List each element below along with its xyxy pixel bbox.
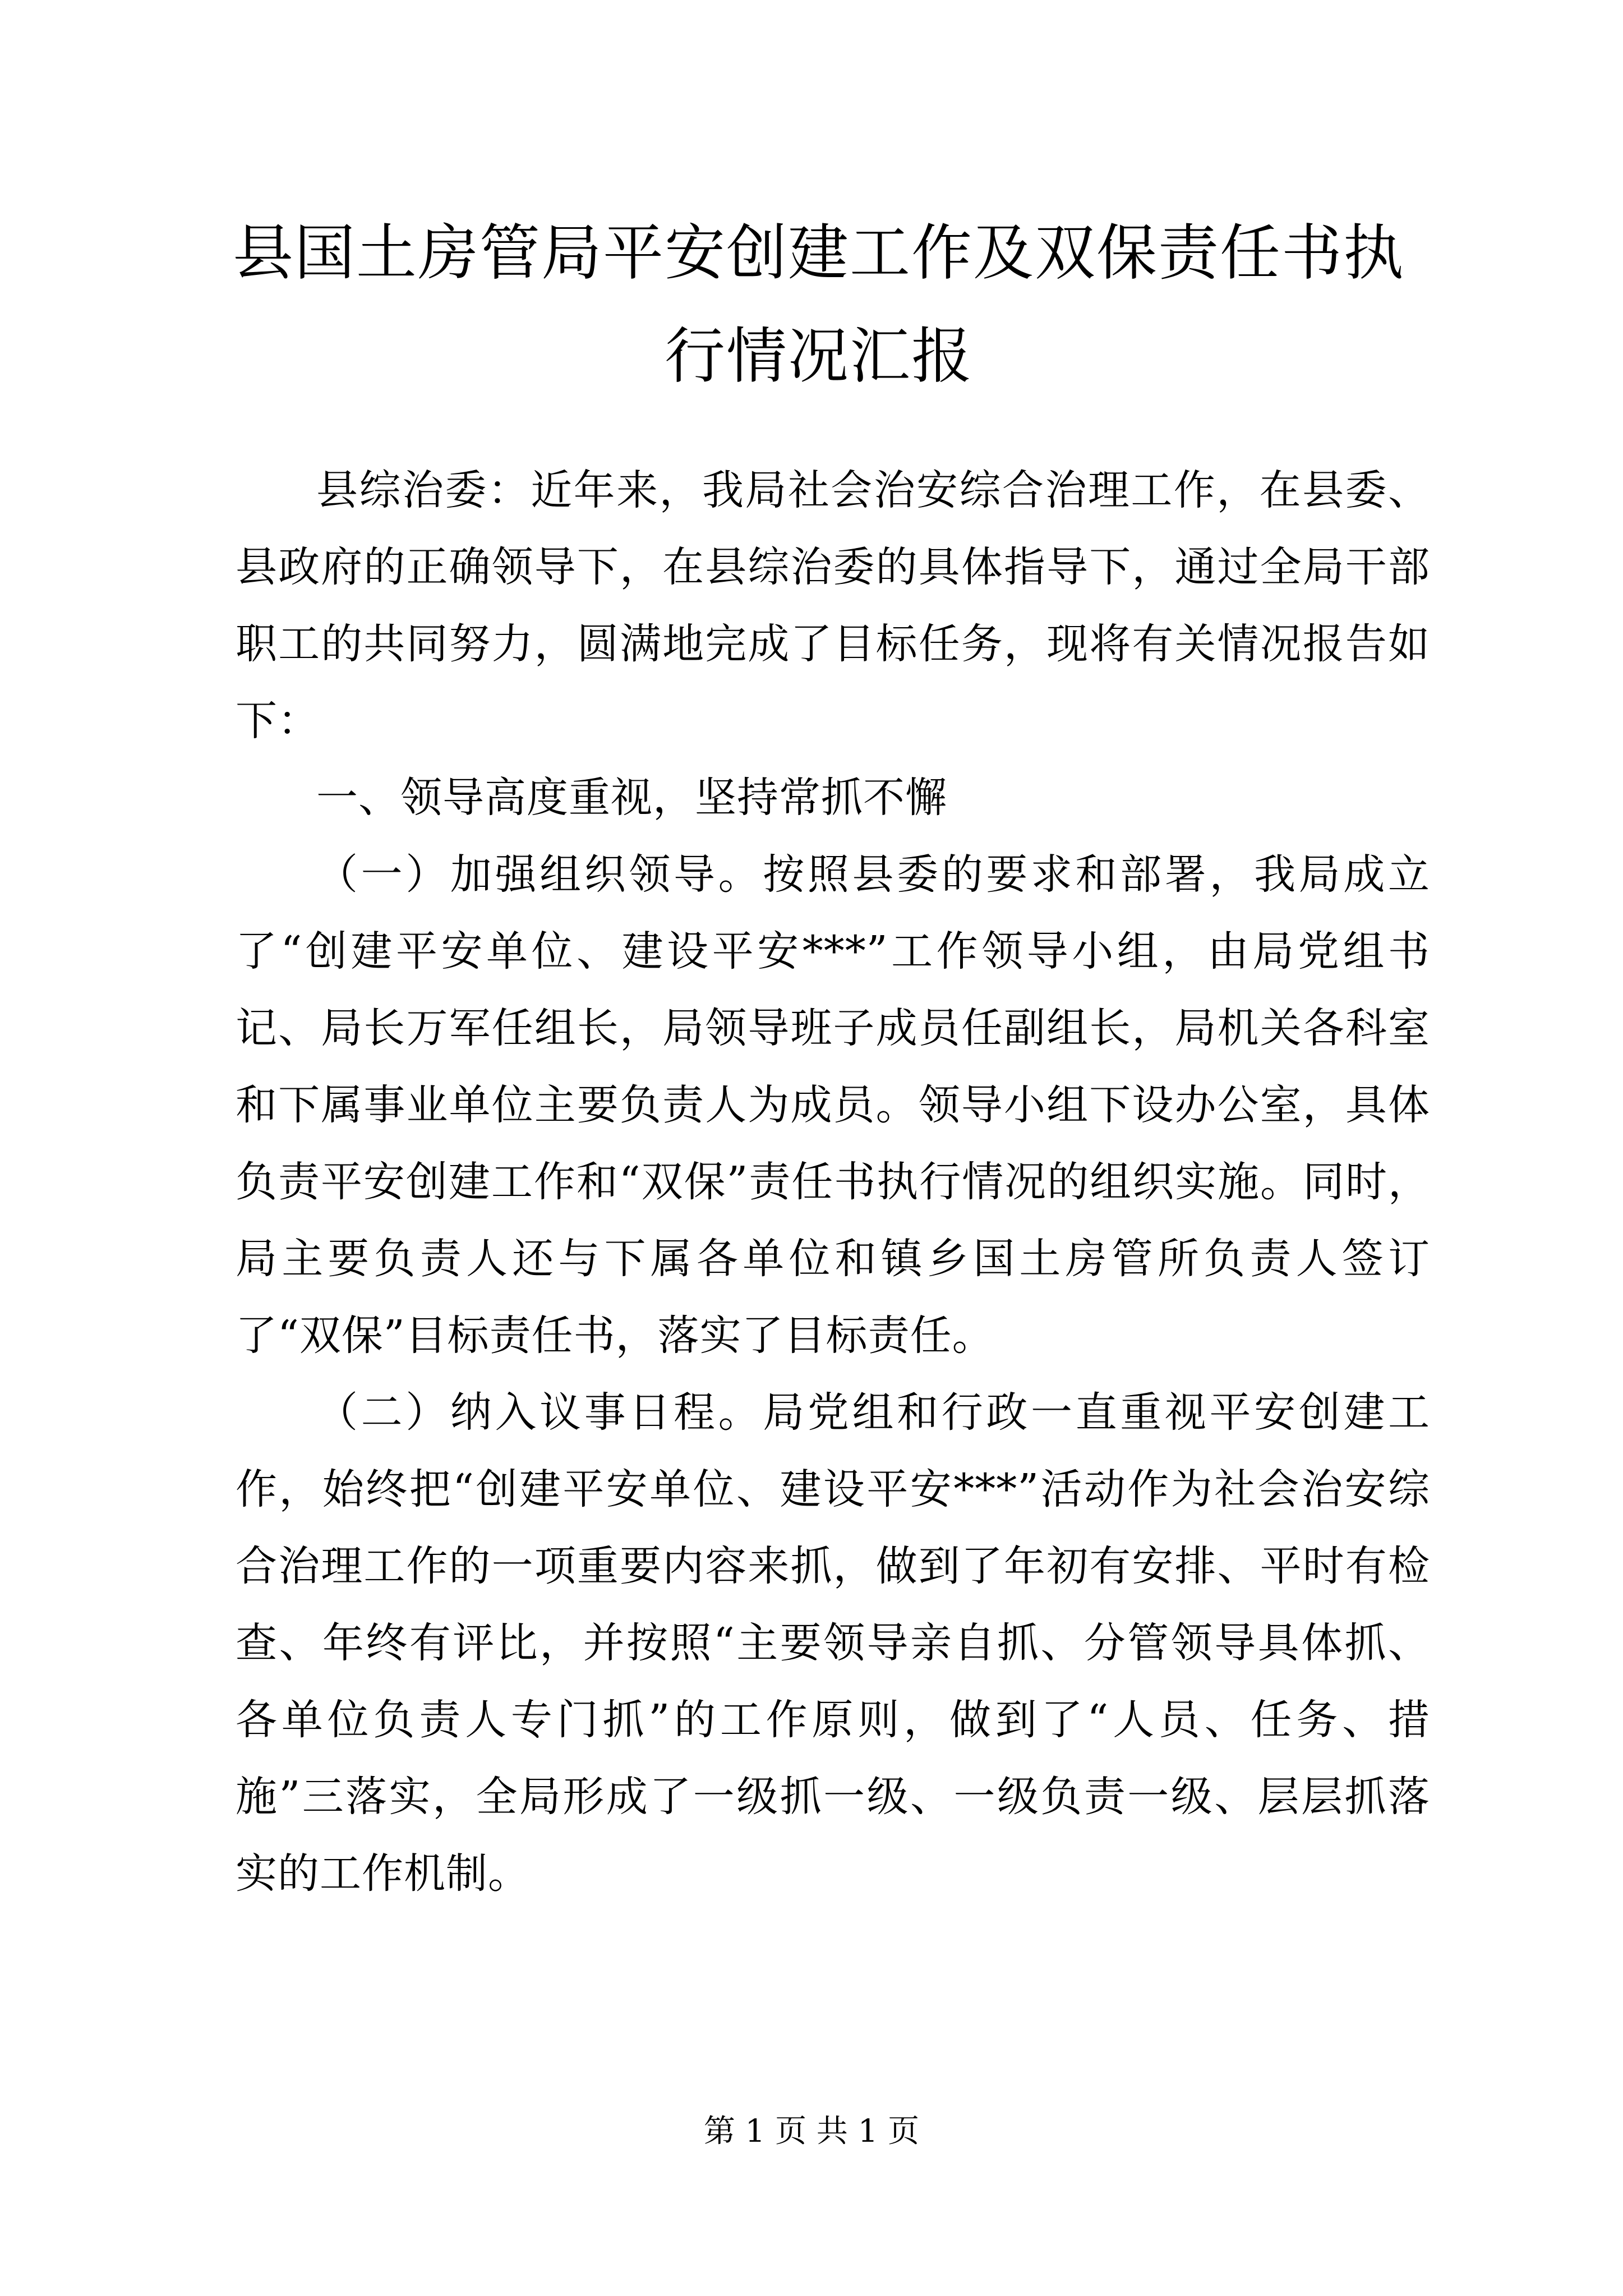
paragraph-agenda: （二）纳入议事日程。局党组和行政一直重视平安创建工作，始终把“创建平安单位、建设平安***”活动作为社会治安综合治理工作的一项重要内容来抓，做到了年初有安排、平时有检查、年终有评比，并按照“主要领导亲自抓、分管领导具体抓、各单位负责人专门抓”的工作原则，做到了“人员、任务、措施”三落实，全局形成了一级抓一级、一级负责一级、层层抓落实的工作机制。 [236,1388,1430,1898]
section-heading-1: 一、领导高度重视，坚持常抓不懈 [316,774,947,822]
document-title: 县国土房管局平安创建工作及双保责任书执行情况汇报 [232,218,1405,392]
paragraph-intro: 县综治委：近年来，我局社会治安综合治理工作，在县委、县政府的正确领导下，在县综治委的具体指导下，通过全局干部职工的共同努力，圆满地完成了目标任务，现将有关情况报告如下： [236,466,1430,745]
page-footer: 第 1 页 共 1 页 [703,2113,920,2150]
paragraph-organization: （一）加强组织领导。按照县委的要求和部署，我局成立了“创建平安单位、建设平安***”工作领导小组，由局党组书记、局长万军任组长，局领导班子成员任副组长，局机关各科室和下属事业单位主要负责人为成员。领导小组下设办公室，具体负责平安创建工作和“双保”责任书执行情况的组织实施。同时，局主要负责人还与下属各单位和镇乡国土房管所负责人签订了“双保”目标责任书，落实了目标责任。 [236,850,1430,1360]
document-body [236,452,1430,1912]
